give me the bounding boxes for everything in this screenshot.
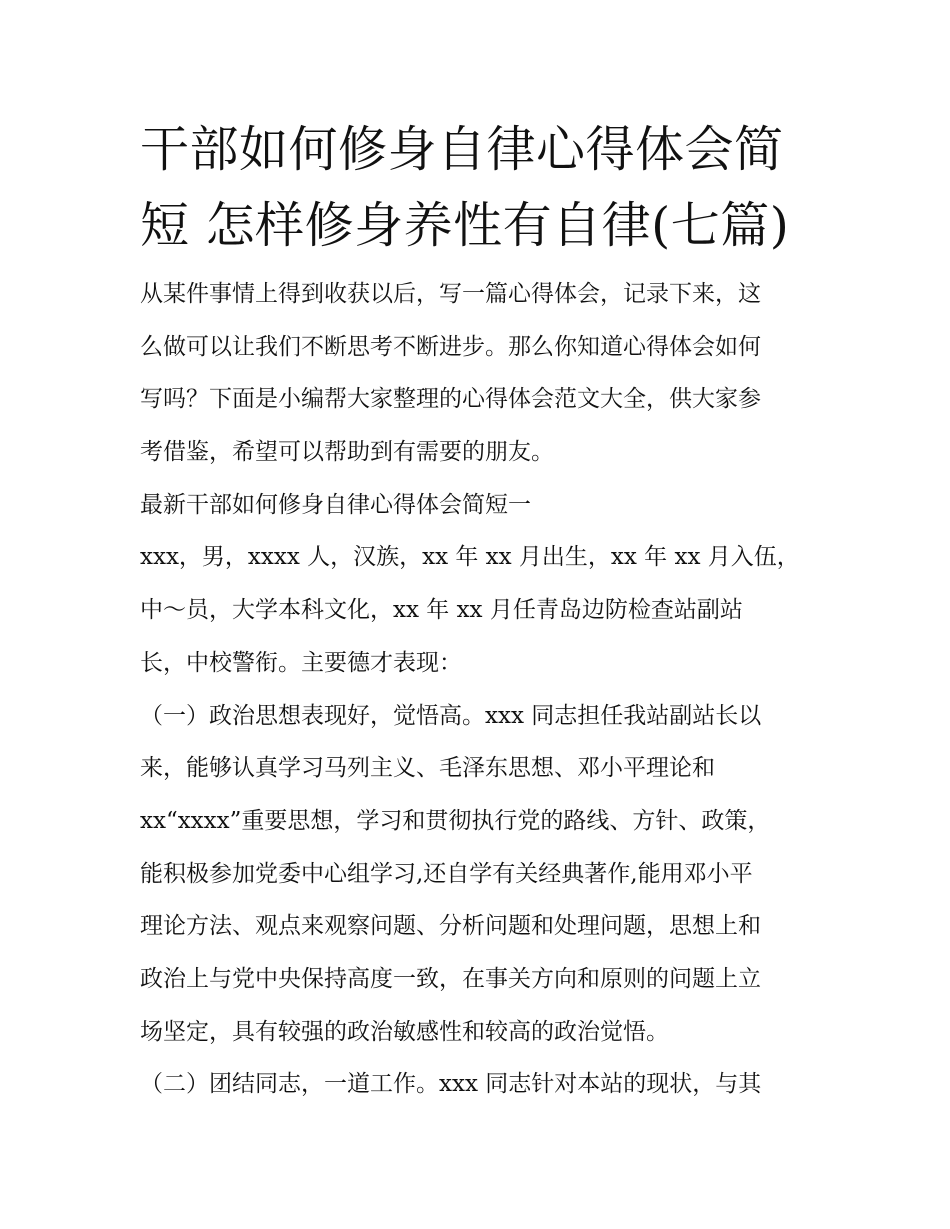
body-line: 中～员，大学本科文化，xx 年 xx 月任青岛边防检查站副站 xyxy=(140,597,743,624)
section-heading: 最新干部如何修身自律心得体会简短一 xyxy=(140,491,531,518)
body-line: 理论方法、观点来观察问题、分析问题和处理问题，思想上和 xyxy=(140,913,761,940)
body-line: 场坚定，具有较强的政治敏感性和较高的政治觉悟。 xyxy=(140,1018,669,1045)
intro-line: 从某件事情上得到收获以后，写一篇心得体会，记录下来，这 xyxy=(140,281,761,307)
body-line: （二）团结同志，一道工作。xxx 同志针对本站的现状，与其 xyxy=(140,1071,762,1098)
body-line: （一）政治思想表现好，觉悟高。xxx 同志担任我站副站长以 xyxy=(140,702,762,729)
title-line: 短 怎样修身养性有自律(七篇) xyxy=(140,197,790,254)
intro-line: 写吗？下面是小编帮大家整理的心得体会范文大全，供大家参 xyxy=(140,386,761,413)
document-title xyxy=(140,112,812,264)
intro-line: 么做可以让我们不断思考不断进步。那么你知道心得体会如何 xyxy=(140,333,761,360)
body-line: 来，能够认真学习马列主义、毛泽东思想、邓小平理论和 xyxy=(140,755,715,782)
body-line: 政治上与党中央保持高度一致，在事关方向和原则的问题上立 xyxy=(140,965,761,992)
body-line: 长，中校警衔。主要德才表现： xyxy=(140,649,462,676)
body-line: xx“xxxx”重要思想，学习和贯彻执行党的路线、方针、政策， xyxy=(140,807,771,834)
title-line: 干部如何修身自律心得体会简 xyxy=(140,121,784,178)
body-line: xxx，男，xxxx 人，汉族，xx 年 xx 月出生，xx 年 xx 月入伍， xyxy=(140,544,800,571)
document-page xyxy=(140,112,812,1111)
document-body xyxy=(140,268,812,1111)
intro-line: 考借鉴，希望可以帮助到有需要的朋友。 xyxy=(140,439,554,466)
body-line: 能积极参加党委中心组学习,还自学有关经典著作,能用邓小平 xyxy=(140,860,753,887)
